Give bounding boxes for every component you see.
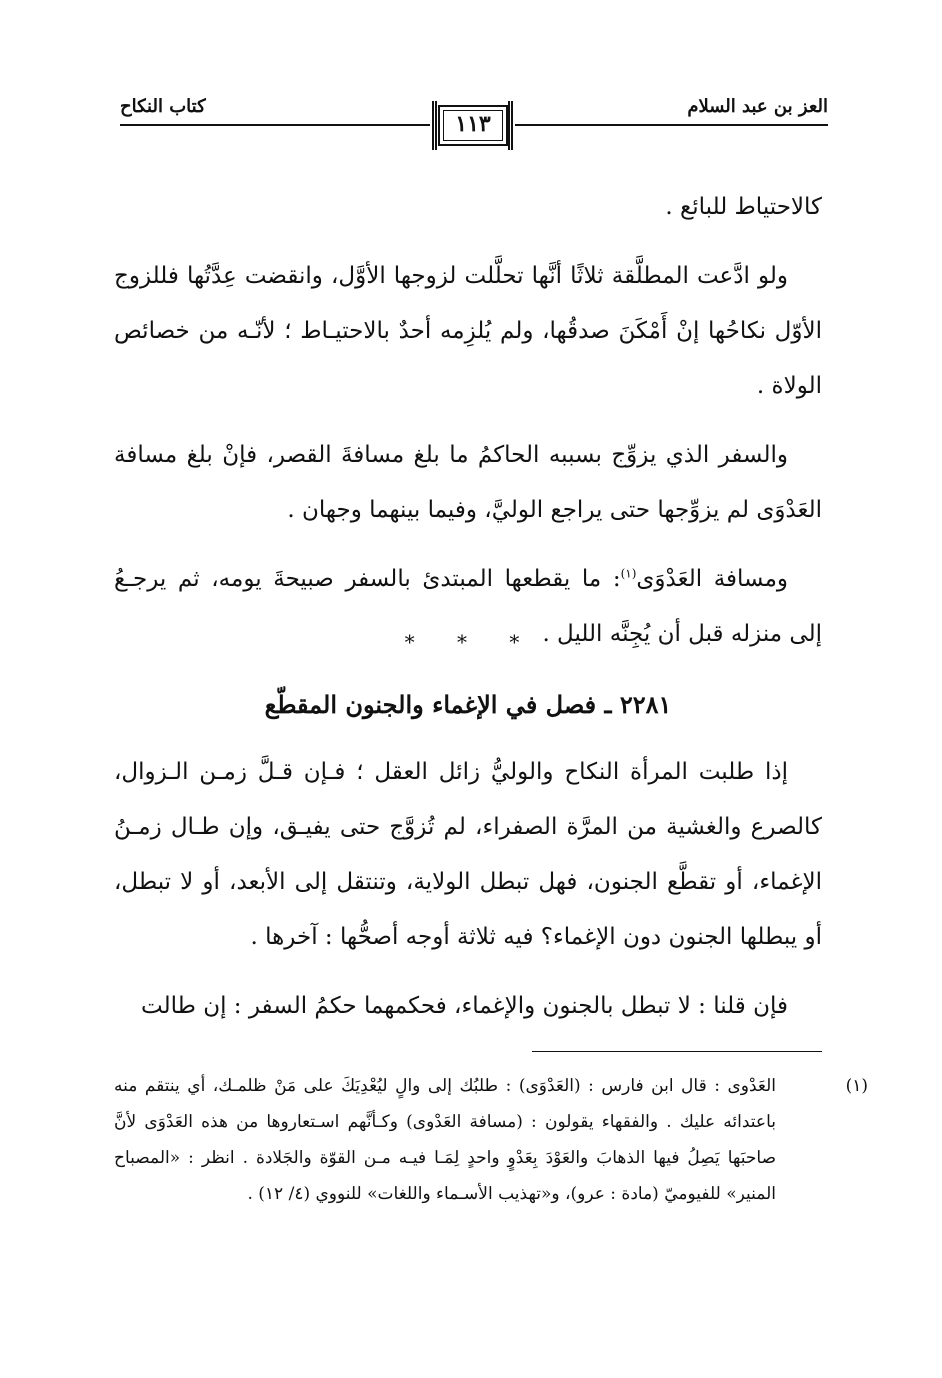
footnote: [114, 1068, 868, 1212]
page-number: ١١٣: [455, 111, 491, 137]
footnote-reference[interactable]: (١): [620, 566, 637, 581]
section-text: [114, 745, 822, 1034]
footnote-divider: [532, 1051, 822, 1052]
paragraph-2: ولو ادَّعت المطلَّقة ثلاثًا أنَّها تحلَّلت لزوجها الأوَّل، وانقضت عِدَّتُها فللزوج الأوّل نكاحُها إنْ أَمْكَنَ صدقُها، ولم يُلزِمه أحدٌ بالاحتيـاط ؛ لأنّـه من خصائص الولاة .: [114, 263, 822, 399]
header-rule-right: [515, 124, 828, 126]
header-rule-left: [120, 124, 430, 126]
header-book-title: كتاب النكاح: [120, 96, 206, 117]
paragraph-4-start: ومسافة العَدْوَى: [636, 566, 789, 592]
section-heading: ٢٢٨١ ـ فصل في الإغماء والجنون المقطّع: [264, 690, 672, 719]
main-text: [114, 180, 822, 662]
paragraph-1: كالاحتياط للبائع .: [665, 194, 822, 220]
section-paragraph-1: إذا طلبت المرأة النكاح والوليُّ زائل العقل ؛ فـإن قـلَّ زمـن الـزوال، كالصرع والغشية من المرَّة الصفراء، لم تُزوَّج حتى يفيـق، وإن طـال زمـنُ الإغماء، أو تقطَّع الجنون، فهل تبطل الولاية، وتنتقل إلى الأبعد، أو لا تبطل، أو يبطلها الجنون دون الإغماء؟ فيه ثلاثة أوجه أصحُّها : آخرها .: [114, 759, 822, 950]
footnote-number: (١): [845, 1076, 868, 1096]
page-number-frame: [432, 101, 514, 150]
paragraph-3: والسفر الذي يزوِّج بسببه الحاكمُ ما بلغ مسافةَ القصر، فإنْ بلغ مسافة العَدْوَى لم يزوِّجها حتى يراجع الوليَّ، وفيما بينهما وجهان .: [114, 442, 822, 523]
footnote-text: العَدْوى : قال ابن فارس : (العَدْوَى) : طلبُك إلى والٍ ليُعْدِيَكَ على مَنْ ظلمـك، أي ينتقم منه باعتدائه عليك . والفقهاء يقولون : (مسافة العَدْوى) وكـأنَّهم اسـتعاروها من هذه العَدْوَى لأنَّ صاحبَها يَصِلُ فيها الذهابَ والعَوْدَ بِعَدْوٍ واحدٍ لِمَـا فيـه مـن القوّة والجَلادة . انظر : «المصباح المنير» للفيوميّ (مادة : عرو)، و«تهذيب الأسـماء واللغات» للنووي (٤/ ١٢) .: [114, 1076, 776, 1204]
section-separator: * * *: [404, 630, 538, 654]
header-author: العز بن عبد السلام: [687, 96, 828, 117]
section-paragraph-2: فإن قلنا : لا تبطل بالجنون والإغماء، فحكمهما حكمُ السفر : إن طالت: [141, 993, 788, 1019]
paragraph-4-rest: : ما يقطعها المبتدئ بالسفر صبيحةَ يومه، ثم يرجـعُ إلى منزله قبل أن يُجِنَّه الليل .: [114, 566, 822, 647]
